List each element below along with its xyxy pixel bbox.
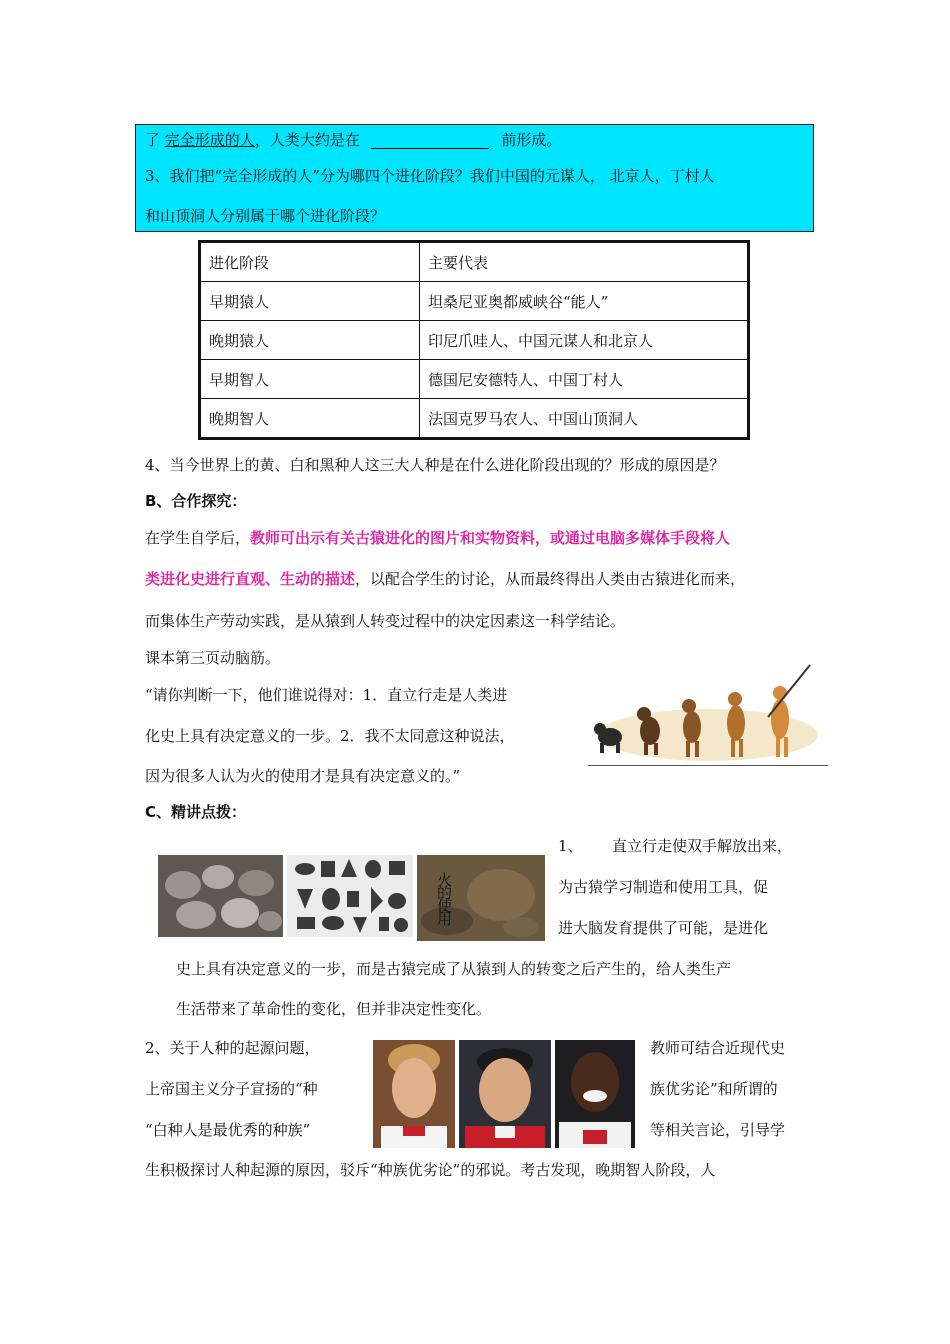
section-b-line-2: 类进化史进行直观、生动的描述，以配合学生的讨论，从而最终得出人类由古猿进化而来，	[145, 570, 746, 588]
table-cell: 坦桑尼亚奥都威峡谷“能人”	[420, 282, 749, 321]
question-4: 4、当今世界上的黄、白和黑种人这三大人种是在什么进化阶段出现的？形成的原因是？	[145, 456, 725, 474]
portrait-1-image	[373, 1040, 455, 1148]
quote-line-2: 化史上具有决定意义的一步。2．我不太同意这种说法，	[145, 727, 515, 745]
point-2-line-2a: 上帝国主义分子宣扬的“种	[145, 1080, 318, 1098]
evolution-figures-icon	[588, 657, 828, 765]
point-1-number: 1、	[558, 837, 583, 855]
section-c-title: C、精讲点拨：	[145, 803, 247, 821]
table-cell: 早期猿人	[200, 282, 420, 321]
box-line-1: 了 完全形成的人，人类大约是在 前形成。	[145, 131, 562, 149]
section-b-line-1: 在学生自学后，教师可出示有关古猿进化的图片和实物资料，或通过电脑多媒体手段将人	[145, 529, 731, 547]
table-header: 进化阶段	[200, 242, 420, 282]
table-header-row	[200, 242, 749, 282]
point-2-line-3b: 等相关言论，引导学	[650, 1121, 786, 1139]
portrait-2-image	[459, 1040, 551, 1148]
portrait-3-image	[555, 1040, 635, 1148]
point-1-line-5: 生活带来了革命性的变化，但并非决定性变化。	[176, 1000, 492, 1018]
table-cell: 晚期智人	[200, 399, 420, 439]
box-line-2: 3、我们把“完全形成的人”分为哪四个进化阶段？我们中国的元谋人， 北京人，丁村人	[145, 167, 715, 185]
table-row	[200, 360, 749, 399]
person-portrait-icon	[555, 1040, 635, 1148]
table-cell: 印尼爪哇人、中国元谋人和北京人	[420, 321, 749, 360]
section-b-line-4: 课本第三页动脑筋。	[145, 649, 281, 667]
table-cell: 法国克罗马农人、中国山顶洞人	[420, 399, 749, 439]
point-1-line-3: 进大脑发育提供了可能，是进化	[558, 919, 769, 937]
point-2-line-3a: “白种人是最优秀的种族”	[145, 1121, 311, 1139]
point-1-line-1: 直立行走使双手解放出来，	[612, 837, 793, 855]
box-line-3: 和山顶洞人分别属于哪个进化阶段？	[145, 207, 386, 225]
fire-caption: 火的使用	[435, 872, 453, 924]
point-2-line-4: 生积极探讨人种起源的原因，驳斥“种族优劣论”的邪说。考古发现，晚期智人阶段，人	[145, 1161, 716, 1179]
person-portrait-icon	[373, 1040, 455, 1148]
table-cell: 德国尼安德特人、中国丁村人	[420, 360, 749, 399]
table-row	[200, 321, 749, 360]
table-cell: 早期智人	[200, 360, 420, 399]
stone-tools-image	[158, 855, 283, 937]
point-1-line-2: 为古猿学习制造和使用工具，促	[558, 878, 769, 896]
point-2-line-1b: 教师可结合近现代史	[650, 1039, 786, 1057]
quote-line-1: “请你判断一下，他们谁说得对：1．直立行走是人类进	[145, 686, 508, 704]
artifacts-icon	[287, 855, 413, 937]
table-cell: 晚期猿人	[200, 321, 420, 360]
quote-line-3: 因为很多人认为火的使用才是具有决定意义的。”	[145, 767, 461, 785]
section-b-line-3: 而集体生产劳动实践，是从猿到人转变过程中的决定因素这一科学结论。	[145, 612, 626, 630]
answer-blank[interactable]	[371, 134, 489, 149]
table-row	[200, 282, 749, 321]
section-b-title: B、合作探究：	[145, 492, 247, 510]
table-header: 主要代表	[420, 242, 749, 282]
table-row	[200, 399, 749, 439]
evolution-image	[588, 657, 828, 766]
artifact-tools-image	[287, 855, 413, 937]
evolution-table	[198, 240, 750, 440]
stone-pile-icon	[158, 855, 283, 937]
point-2-line-2b: 族优劣论”和所谓的	[650, 1080, 778, 1098]
point-1-line-4: 史上具有决定意义的一步，而是古猿完成了从猿到人的转变之后产生的，给人类生产	[176, 960, 732, 978]
point-2-line-1a: 2、关于人种的起源问题，	[145, 1039, 320, 1057]
person-portrait-icon	[459, 1040, 551, 1148]
